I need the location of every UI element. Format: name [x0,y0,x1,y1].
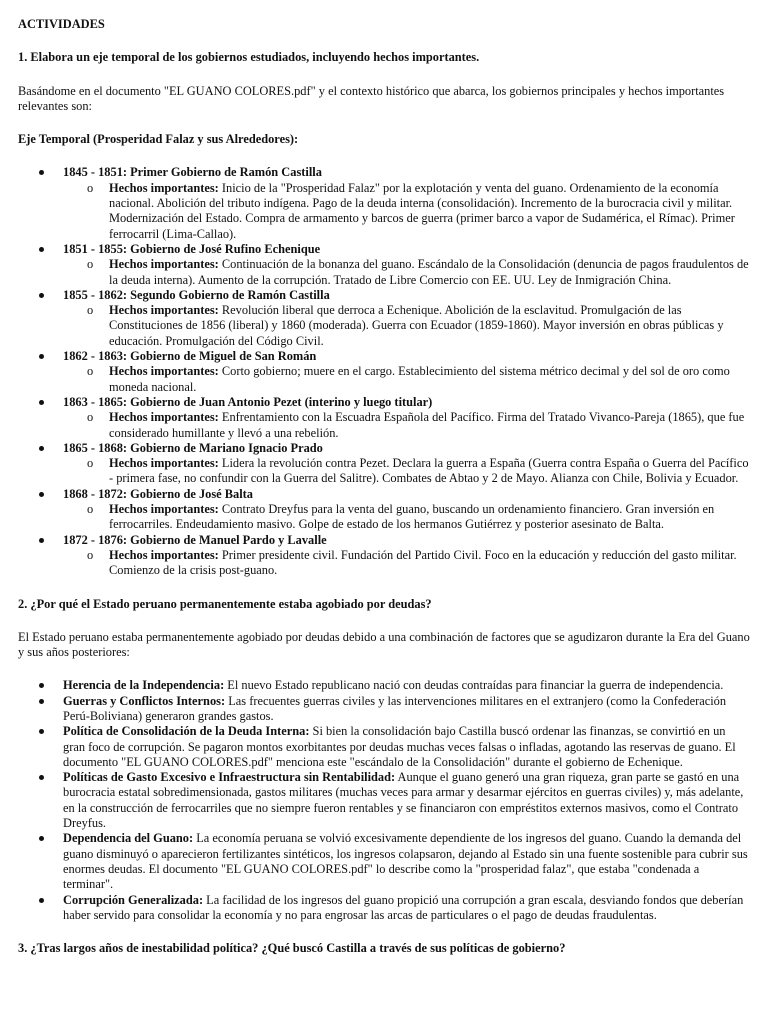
bullet-icon [39,699,44,704]
question-3-heading: 3. ¿Tras largos años de inestabilidad política? ¿Qué buscó Castilla a través de sus políticas de gobierno? [18,941,566,956]
bullet-icon [39,836,44,841]
bullet-icon [39,293,44,298]
question-1-intro: Basándome en el documento "EL GUANO COLORES.pdf" y el contexto histórico que abarca, los gobiernos principales y hechos importantes relevantes son: [18,83,725,113]
facts-label: Hechos importantes: [109,303,219,318]
cause-text: La facilidad de los ingresos del guano propició una corrupción a gran escala, desviando fondos que deberían haber servido para consolidar la economía y no para engrosar las arcas de particulares o el pago de deudas fraudulentas. [63,892,744,922]
cause-text: Las frecuentes guerras civiles y las intervenciones militares en el extranjero (como la Confederación Perú-Boliviana) generaron grandes gastos. [63,693,727,723]
government-title: 1863 - 1865: Gobierno de Juan Antonio Pezet (interino y luego titular) [63,394,433,409]
facts-text: Lidera la revolución contra Pezet. Declara la guerra a España (Guerra contra España o Guerra del Pacífico - primera fase, no confundir con la Guerra del Salitre). Combates de Abtao y 2 de Mayo. Alianza con Chile, Bolivia y Ecuador. [109,456,749,486]
question-1-heading: 1. Elabora un eje temporal de los gobiernos estudiados, incluyendo hechos importantes. [18,50,480,65]
circle-bullet-icon: o [87,257,94,272]
facts-label: Hechos importantes: [109,180,219,195]
circle-bullet-icon: o [87,303,94,318]
facts-label: Hechos importantes: [109,410,219,425]
cause-label: Corrupción Generalizada: [63,892,204,907]
list-item [18,533,750,579]
circle-bullet-icon: o [87,364,94,379]
question-2-heading: 2. ¿Por qué el Estado peruano permanentemente estaba agobiado por deudas? [18,596,432,611]
facts-text: Primer presidente civil. Fundación del Partido Civil. Foco en la educación y reducción del gasto militar. Comienzo de la crisis post-guano. [109,547,737,578]
bullet-icon [39,400,44,405]
government-title: 1868 - 1872: Gobierno de José Balta [63,486,253,501]
facts-text: Corto gobierno; muere en el cargo. Establecimiento del sistema métrico decimal y del sol de oro como moneda nacional. [109,364,730,394]
government-facts [63,456,750,487]
facts-label: Hechos importantes: [109,502,219,517]
government-facts [63,548,750,579]
list-item [18,288,750,349]
circle-bullet-icon: o [87,410,94,425]
bullet-icon [39,170,44,175]
circle-bullet-icon: o [87,180,94,195]
government-title: 1872 - 1876: Gobierno de Manuel Pardo y Lavalle [63,532,327,547]
cause-label: Herencia de la Independencia: [63,678,225,693]
list-item [18,349,750,395]
government-title: 1851 - 1855: Gobierno de José Rufino Echenique [63,241,321,256]
facts-text: Contrato Dreyfus para la venta del guano, buscando un ordenamiento financiero. Gran inversión en ferrocarriles. Endeudamiento masivo. Golpe de estado de los hermanos Gutiérrez y posterior asesinato de Balta. [109,502,715,532]
cause-text: Si bien la consolidación bajo Castilla buscó ordenar las finanzas, se convirtió en un gran foco de corrupción. Se pagaron montos exorbitantes por deudas muchas veces falsas o infladas, agotando las reservas de guano. El documento "EL GUANO COLORES.pdf" menciona este "escándalo de la Consolidación" durante el gobierno de Echenique. [63,724,736,769]
government-title: 1862 - 1863: Gobierno de Miguel de San Román [63,349,317,364]
government-facts [63,502,750,533]
list-item [18,893,750,924]
government-facts [63,410,750,441]
bullet-icon [39,898,44,903]
cause-text: El nuevo Estado republicano nació con deudas contraídas para financiar la guerra de independencia. [224,678,724,693]
government-timeline-list [18,165,750,578]
question-2-intro: El Estado peruano estaba permanentemente agobiado por deudas debido a una combinación de factores que se agudizaron durante la Era del Guano y sus años posteriores: [18,629,750,660]
bullet-icon [39,492,44,497]
circle-bullet-icon: o [87,547,94,562]
bullet-icon [39,446,44,451]
list-item [18,487,750,533]
document-title: ACTIVIDADES [18,17,105,31]
government-facts [63,303,750,349]
list-item [18,395,750,441]
facts-label: Hechos importantes: [109,257,219,272]
list-item [18,165,750,241]
cause-label: Políticas de Gasto Excesivo e Infraestructura sin Rentabilidad: [63,770,396,785]
bullet-icon [39,247,44,252]
government-facts [63,257,750,288]
list-item [18,694,750,725]
facts-text: Inicio de la "Prosperidad Falaz" por la explotación y venta del guano. Ordenamiento de la economía nacional. Abolición del tributo indígena. Pago de la deuda interna (consolidación). Incremento de la burocracia civil y militar. Modernización del Estado. Compra de armamento y barcos de guerra (primer barco a vapor de Sudamérica, el Rímac). Primer ferrocarril (Lima-Callao). [109,180,735,241]
facts-label: Hechos importantes: [109,456,219,471]
list-item [18,242,750,288]
facts-label: Hechos importantes: [109,364,219,379]
government-facts [63,364,750,395]
cause-text: Aunque el guano generó una gran riqueza, gran parte se gastó en una burocracia estatal sobredimensionada, gastos militares (muchas veces para armar y desarmar ejércitos en guerras civiles) y, más adelante, en la construcción de ferrocarriles que no siempre fueron rentables y se financiaron con empréstitos externos masivos, como el Contrato Dreyfus. [63,770,744,831]
list-item [18,441,750,487]
list-item [18,724,750,770]
bullet-icon [39,683,44,688]
list-item [18,678,750,693]
bullet-icon [39,538,44,543]
government-title: 1865 - 1868: Gobierno de Mariano Ignacio Prado [63,440,323,455]
debt-causes-list [18,678,750,923]
timeline-heading: Eje Temporal (Prosperidad Falaz y sus Alrededores): [18,132,299,147]
list-item [18,770,750,831]
government-facts [63,181,750,242]
circle-bullet-icon: o [87,502,94,517]
government-title: 1845 - 1851: Primer Gobierno de Ramón Castilla [63,165,322,180]
facts-label: Hechos importantes: [109,547,219,562]
cause-label: Política de Consolidación de la Deuda Interna: [63,724,310,739]
bullet-icon [39,729,44,734]
facts-text: Enfrentamiento con la Escuadra Española del Pacífico. Firma del Tratado Vivanco-Pareja (1865), que fue considerado humillante y llevó a una rebelión. [109,410,745,440]
government-title: 1855 - 1862: Segundo Gobierno de Ramón Castilla [63,287,330,302]
circle-bullet-icon: o [87,456,94,471]
facts-text: Revolución liberal que derroca a Echenique. Abolición de la esclavitud. Promulgación de las Constituciones de 1856 (liberal) y 1860 (moderada). Guerra con Ecuador (1859-1860). Mayor inversión en obras públicas y educación. Promulgación del Código Civil. [109,303,724,348]
cause-text: La economía peruana se volvió excesivamente dependiente de los ingresos del guano. Cuando la demanda del guano disminuyó o aparecieron fertilizantes sintéticos, los ingresos colapsaron, dejando al Estado sin una fuente sostenible para cubrir sus enormes deudas. El documento "EL GUANO COLORES.pdf" lo describe como la "prosperidad falaz", que estaba "condenada a terminar". [63,831,748,892]
cause-label: Dependencia del Guano: [63,831,194,846]
cause-label: Guerras y Conflictos Internos: [63,693,226,708]
facts-text: Continuación de la bonanza del guano. Escándalo de la Consolidación (denuncia de pagos fraudulentos de la deuda interna). Aumento de la corrupción. Tratado de Libre Comercio con EE. UU. Ley de Inmigración China. [109,257,749,287]
bullet-icon [39,775,44,780]
bullet-icon [39,354,44,359]
list-item [18,831,750,892]
